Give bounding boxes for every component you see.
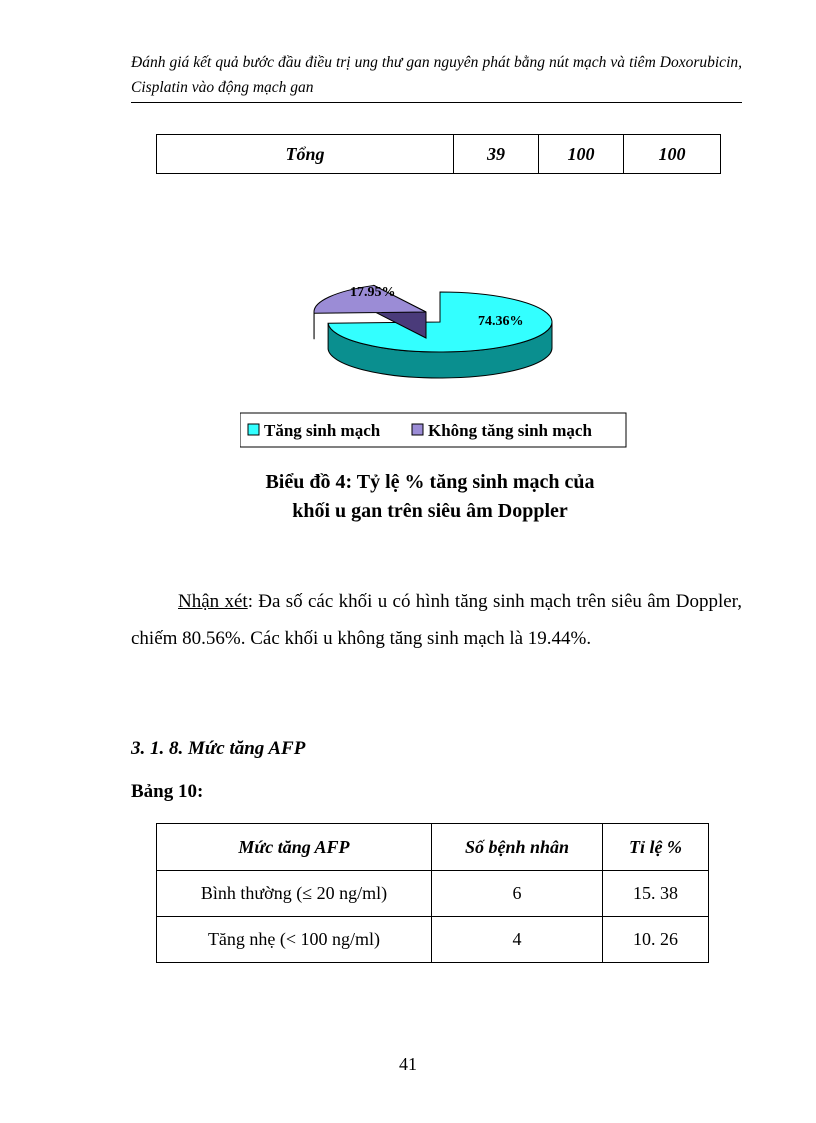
afp-cell-patients: 6 xyxy=(432,871,603,917)
total-row xyxy=(157,135,721,174)
legend-swatch-non-vascular xyxy=(412,424,423,435)
afp-cell-percent: 10. 26 xyxy=(603,917,709,963)
legend-swatch-vascular xyxy=(248,424,259,435)
caption-line-2: khối u gan trên siêu âm Doppler xyxy=(292,500,568,522)
total-label-cell: Tổng xyxy=(157,135,454,174)
afp-cell-level: Bình thường (≤ 20 ng/ml) xyxy=(157,871,432,917)
total-percent-b-cell: 100 xyxy=(624,135,721,174)
table-row xyxy=(157,871,709,917)
pie-chart xyxy=(240,270,640,450)
data-label-vascular: 74.36% xyxy=(478,314,524,329)
chart-legend xyxy=(240,413,626,447)
table-title: Bảng 10: xyxy=(131,781,204,802)
total-percent-a-cell: 100 xyxy=(539,135,624,174)
running-header: Đánh giá kết quả bước đầu điều trị ung thư gan nguyên phát bằng nút mạch và tiêm Doxorubicin, Cisplatin vào động mạch gan xyxy=(131,54,742,96)
comment-paragraph xyxy=(131,583,742,657)
comment-text: : Đa số các khối u có hình tăng sinh mạch trên siêu âm Doppler, chiếm 80.56%. Các khối u không tăng sinh mạch là 19.44%. xyxy=(131,591,742,649)
legend-label-non-vascular: Không tăng sinh mạch xyxy=(428,421,592,440)
comment-label: Nhận xét xyxy=(178,591,248,612)
chart-caption xyxy=(160,468,700,526)
afp-header-row xyxy=(157,824,709,871)
afp-cell-percent: 15. 38 xyxy=(603,871,709,917)
section-heading: 3. 1. 8. Mức tăng AFP xyxy=(131,738,306,759)
page-number: 41 xyxy=(399,1054,417,1074)
total-table xyxy=(156,134,721,174)
table-row xyxy=(157,917,709,963)
afp-cell-patients: 4 xyxy=(432,917,603,963)
data-label-non-vascular: 17.95% xyxy=(350,285,396,300)
caption-line-1: Biểu đồ 4: Tỷ lệ % tăng sinh mạch của xyxy=(265,471,595,493)
afp-header-patients: Số bệnh nhân xyxy=(432,824,603,871)
afp-header-percent: Tỉ lệ % xyxy=(603,824,709,871)
pie-layer xyxy=(314,285,552,378)
afp-table xyxy=(156,823,709,963)
total-count-cell: 39 xyxy=(454,135,539,174)
afp-header-level: Mức tăng AFP xyxy=(157,824,432,871)
afp-cell-level: Tăng nhẹ (< 100 ng/ml) xyxy=(157,917,432,963)
header-rule xyxy=(131,102,742,103)
legend-label-vascular: Tăng sinh mạch xyxy=(264,421,381,440)
